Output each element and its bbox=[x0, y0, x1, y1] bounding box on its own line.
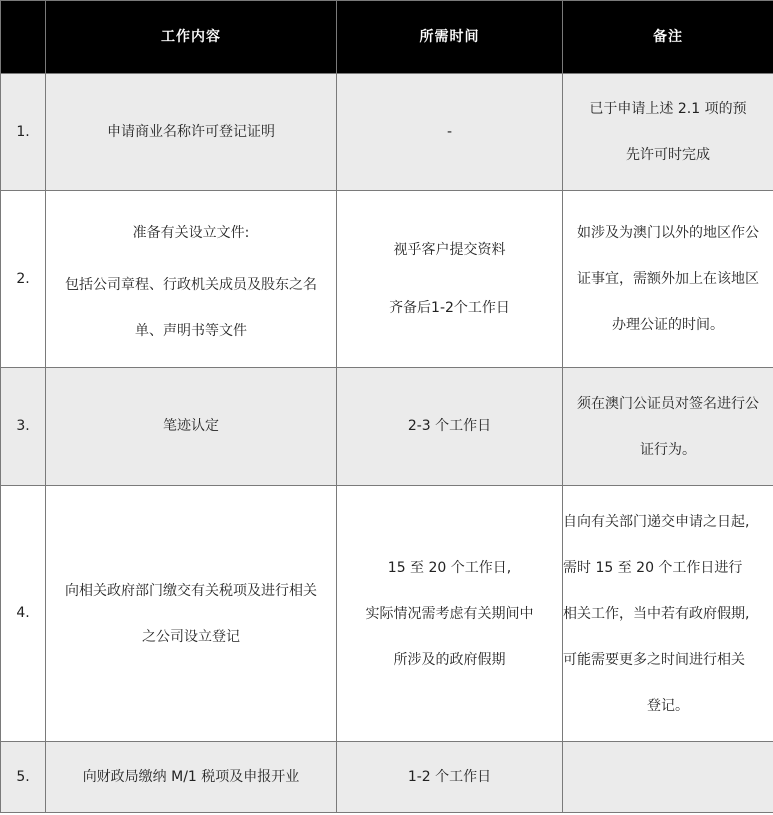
remark-cell bbox=[563, 191, 773, 368]
work-content-cell bbox=[46, 368, 337, 486]
header-work-content: 工作内容 bbox=[46, 1, 337, 74]
header-required-time: 所需时间 bbox=[337, 1, 563, 74]
remark-line: 相关工作，当中若有政府假期, bbox=[563, 605, 750, 622]
remark-line: 需时 15 至 20 个工作日进行 bbox=[563, 559, 743, 576]
content-line: 向相关政府部门缴交有关税项及进行相关 bbox=[65, 582, 317, 599]
remark-line: 可能需要更多之时间进行相关 bbox=[563, 651, 745, 668]
time-line: 1-2 个工作日 bbox=[407, 768, 492, 785]
time-line: - bbox=[446, 123, 453, 140]
content-line: 笔迹认定 bbox=[163, 418, 219, 434]
work-content-cell bbox=[46, 486, 337, 742]
time-cell bbox=[337, 191, 563, 368]
remark-cell bbox=[563, 368, 773, 486]
content-line: 准备有关设立文件: bbox=[132, 225, 250, 241]
content-line: 申请商业名称许可登记证明 bbox=[107, 123, 275, 140]
time-line: 视乎客户提交资料 bbox=[393, 242, 506, 258]
remark-cell bbox=[563, 742, 773, 813]
time-cell bbox=[337, 74, 563, 191]
remark-line: 登记。 bbox=[647, 697, 689, 714]
remark-cell bbox=[563, 486, 773, 742]
remark-line: 证事宜，需额外加上在该地区 bbox=[577, 271, 759, 287]
remark-line: 如涉及为澳门以外的地区作公 bbox=[577, 225, 759, 241]
work-content-cell bbox=[46, 74, 337, 191]
time-line: 实际情况需考虑有关期间中 bbox=[365, 605, 534, 622]
table-header-row bbox=[1, 1, 773, 74]
header-remark: 备注 bbox=[563, 1, 773, 74]
table-row bbox=[1, 74, 773, 191]
header-number bbox=[1, 1, 46, 74]
remark-line: 须在澳门公证员对签名进行公 bbox=[577, 395, 759, 412]
content-line: 向财政局缴纳 M/1 税项及申报开业 bbox=[82, 768, 300, 785]
remark-line: 证行为。 bbox=[640, 441, 696, 458]
content-line: 之公司设立登记 bbox=[142, 628, 240, 645]
work-content-cell bbox=[46, 191, 337, 368]
table-row bbox=[1, 368, 773, 486]
row-number: 1. bbox=[1, 74, 46, 191]
row-number: 5. bbox=[1, 742, 46, 813]
work-content-cell bbox=[46, 742, 337, 813]
row-number: 2. bbox=[1, 191, 46, 368]
row-number: 3. bbox=[1, 368, 46, 486]
row-number: 4. bbox=[1, 486, 46, 742]
remark-line: 先许可时完成 bbox=[626, 147, 710, 163]
time-line: 2-3 个工作日 bbox=[407, 418, 492, 434]
remark-line: 已于申请上述 2.1 项的预 bbox=[589, 101, 747, 117]
table-row bbox=[1, 742, 773, 813]
time-cell bbox=[337, 742, 563, 813]
remark-cell bbox=[563, 74, 773, 191]
table-row bbox=[1, 191, 773, 368]
remark-line: 办理公证的时间。 bbox=[612, 317, 724, 333]
table-row bbox=[1, 486, 773, 742]
time-cell bbox=[337, 486, 563, 742]
time-line: 15 至 20 个工作日, bbox=[387, 559, 512, 576]
content-line: 单、声明书等文件 bbox=[135, 323, 247, 339]
time-cell bbox=[337, 368, 563, 486]
time-line: 所涉及的政府假期 bbox=[393, 651, 506, 668]
time-line: 齐备后1-2个工作日 bbox=[389, 300, 510, 316]
remark-line: 自向有关部门递交申请之日起, bbox=[563, 513, 750, 530]
content-line: 包括公司章程、行政机关成员及股东之名 bbox=[65, 277, 317, 293]
